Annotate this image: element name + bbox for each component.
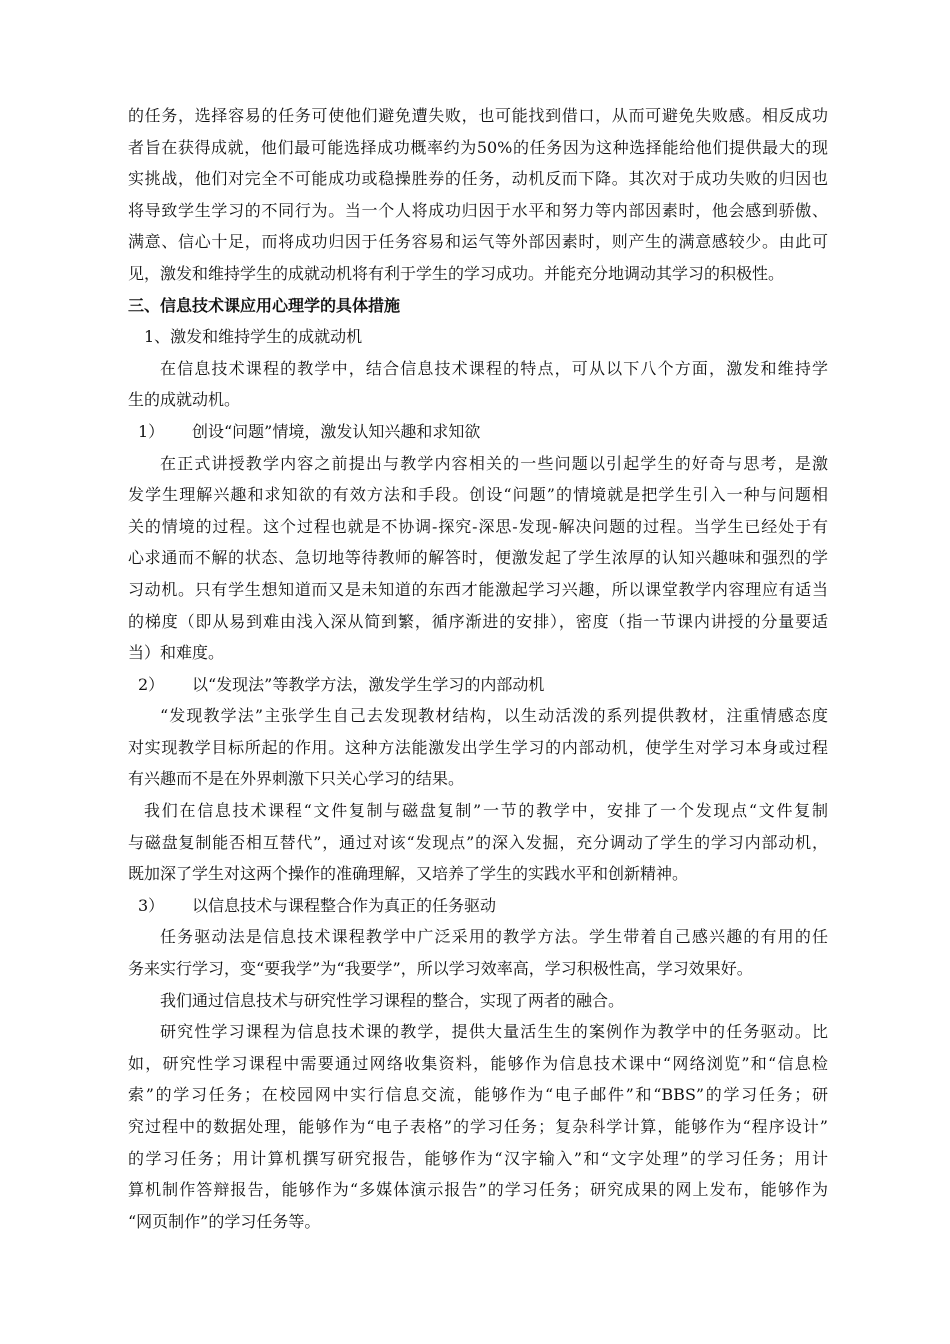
text-line: “发现教学法”主张学生自己去发现教材结构，以生动活泼的系列提供教材，注重情感态度 bbox=[160, 706, 828, 726]
list-item-text: 以信息技术与课程整合作为真正的任务驱动 bbox=[192, 895, 497, 915]
text-line: 的学习任务；用计算机撰写研究报告，能够作为“汉字输入”和“文字处理”的学习任务；用计 bbox=[128, 1148, 828, 1168]
text-line: 索”的学习任务；在校园网中实行信息交流，能够作为“电子邮件”和“BBS”的学习任务；研 bbox=[128, 1085, 828, 1105]
text-line: 如，研究性学习课程中需要通过网络收集资料，能够作为信息技术课中“网络浏览”和“信息检 bbox=[128, 1053, 828, 1073]
text-line: 的任务，选择容易的任务可使他们避免遭失败，也可能找到借口，从而可避免失败感。相反成功 bbox=[128, 106, 828, 125]
paragraph bbox=[128, 448, 828, 669]
text-line: 见，激发和维持学生的成就动机将有利于学生的学习成功。并能充分地调动其学习的积极性。 bbox=[128, 263, 785, 283]
list-item-number: 3） bbox=[138, 895, 165, 915]
text-line: 者旨在获得成就，他们最可能选择成功概率约为50%的任务因为这种选择能给他们提供最大的现 bbox=[128, 137, 828, 157]
paragraph bbox=[128, 100, 828, 290]
subsection-heading: 1、激发和维持学生的成就动机 bbox=[144, 327, 363, 347]
text-line: 算机制作答辩报告，能够作为“多媒体演示报告”的学习任务；研究成果的网上发布，能够作为 bbox=[128, 1180, 828, 1200]
text-line: 生的成就动机。 bbox=[128, 390, 241, 410]
text-line: 的梯度（即从易到难由浅入深从简到繁，循序渐进的安排），密度（指一节课内讲授的分量要适 bbox=[128, 611, 828, 631]
text-line: 我们在信息技术课程“文件复制与磁盘复制”一节的教学中，安排了一个发现点“文件复制 bbox=[144, 801, 828, 821]
list-item-number: 2） bbox=[138, 674, 165, 694]
text-line: 实挑战，他们对完全不可能成功或稳操胜券的任务，动机反而下降。其次对于成功失败的归因也 bbox=[128, 169, 828, 189]
text-line: 既加深了学生对这两个操作的准确理解，又培养了学生的实践水平和创新精神。 bbox=[128, 864, 689, 884]
text-line: 与磁盘复制能否相互替代”，通过对该“发现点”的深入发掘，充分调动了学生的学习内部动机， bbox=[128, 832, 828, 852]
text-line: 究过程中的数据处理，能够作为“电子表格”的学习任务；复杂科学计算，能够作为“程序设计” bbox=[128, 1117, 828, 1136]
paragraph bbox=[128, 700, 828, 795]
list-item-heading bbox=[128, 669, 828, 701]
text-line: 心求通而不解的状态、急切地等待教师的解答时，便激发起了学生浓厚的认知兴趣味和强烈的学 bbox=[128, 548, 828, 568]
paragraph bbox=[128, 353, 828, 416]
list-item-heading bbox=[128, 416, 828, 448]
text-line: 发学生理解兴趣和求知欲的有效方法和手段。创设“问题”的情境就是把学生引入一种与问题相 bbox=[128, 485, 828, 505]
text-line: 在信息技术课程的教学中，结合信息技术课程的特点，可从以下八个方面，激发和维持学 bbox=[160, 358, 828, 378]
paragraph bbox=[128, 1016, 828, 1237]
text-line: 任务驱动法是信息技术课程教学中广泛采用的教学方法。学生带着自己感兴趣的有用的任 bbox=[160, 927, 828, 947]
text-line: 习动机。只有学生想知道而又是未知道的东西才能激起学习兴趣，所以课堂教学内容理应有适当 bbox=[128, 579, 828, 599]
paragraph bbox=[128, 921, 828, 984]
list-item-text: 创设“问题”情境，激发认知兴趣和求知欲 bbox=[192, 421, 481, 441]
text-line: 将导致学生学习的不同行为。当一个人将成功归因于水平和努力等内部因素时，他会感到骄傲、 bbox=[128, 200, 828, 220]
section-heading: 三、信息技术课应用心理学的具体措施 bbox=[128, 295, 401, 315]
list-item-heading bbox=[128, 890, 828, 922]
list-item-number: 1） bbox=[138, 421, 165, 441]
text-line: 在正式讲授教学内容之前提出与教学内容相关的一些问题以引起学生的好奇与思考，是激 bbox=[160, 453, 828, 473]
paragraph bbox=[128, 795, 828, 890]
document-page bbox=[128, 100, 828, 1237]
text-line: 关的情境的过程。这个过程也就是不协调-探究-深思-发现-解决问题的过程。当学生已经处于有 bbox=[128, 516, 828, 536]
text-line: 有兴趣而不是在外界刺激下只关心学习的结果。 bbox=[128, 769, 465, 789]
text-line: 当）和难度。 bbox=[128, 643, 225, 663]
text-line: 对实现教学目标所起的作用。这种方法能激发出学生学习的内部动机，使学生对学习本身或过程 bbox=[128, 737, 828, 757]
text-line: 务来实行学习，变“要我学”为“我要学”，所以学习效率高，学习积极性高，学习效果好。 bbox=[128, 959, 753, 979]
text-line: “网页制作”的学习任务等。 bbox=[128, 1211, 321, 1231]
paragraph bbox=[128, 985, 828, 1017]
text-line: 我们通过信息技术与研究性学习课程的整合，实现了两者的融合。 bbox=[160, 990, 625, 1010]
list-item-text: 以“发现法”等教学方法，激发学生学习的内部动机 bbox=[192, 674, 545, 694]
text-line: 满意、信心十足，而将成功归因于任务容易和运气等外部因素时，则产生的满意感较少。由此可 bbox=[128, 232, 828, 252]
text-line: 研究性学习课程为信息技术课的教学，提供大量活生生的案例作为教学中的任务驱动。比 bbox=[160, 1022, 828, 1042]
